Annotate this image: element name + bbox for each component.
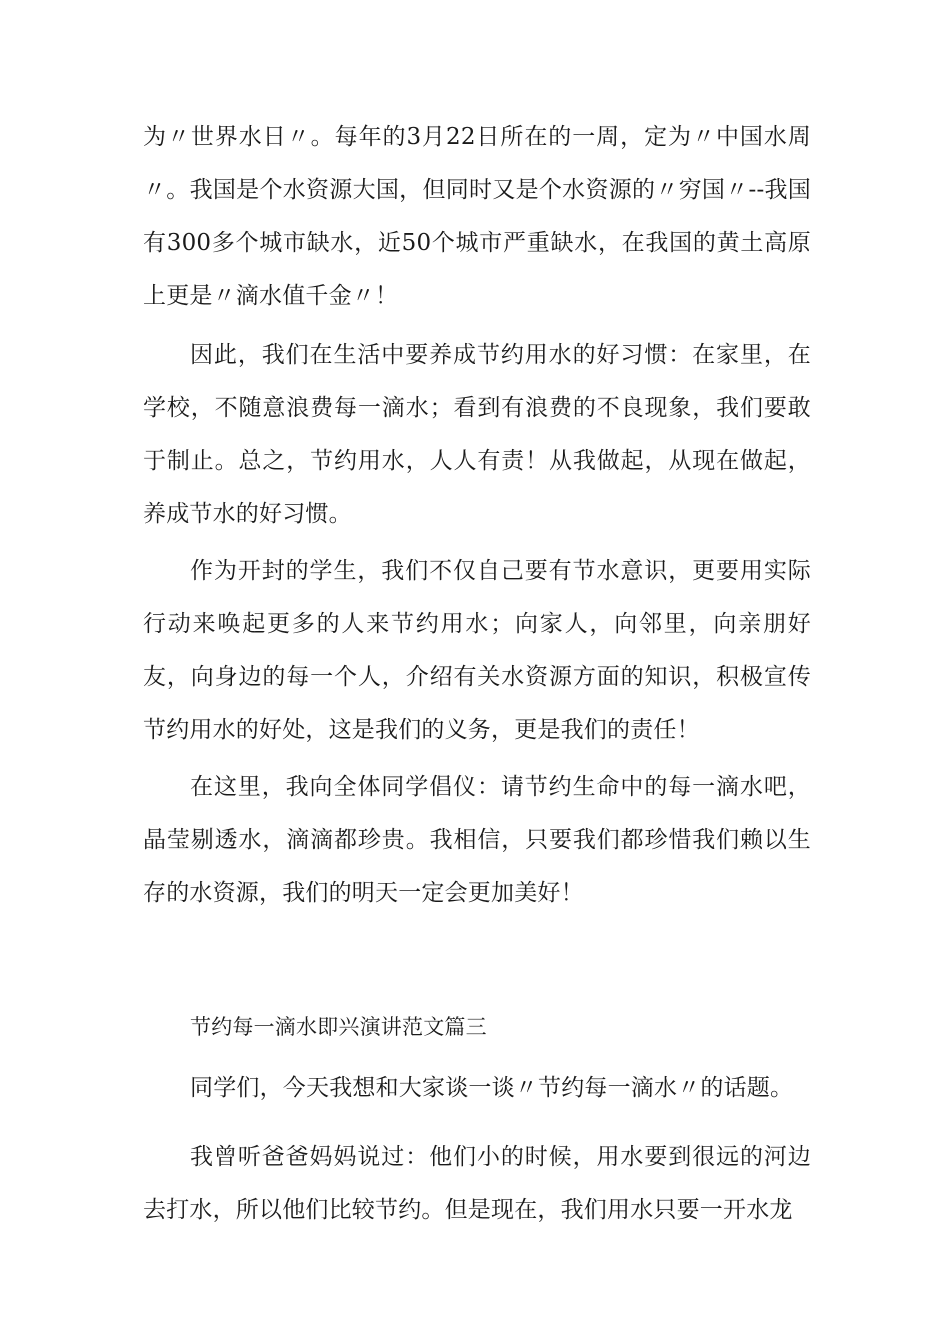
paragraph-saving-habits: 因此，我们在生活中要养成节约用水的好习惯：在家里，在学校，不随意浪费每一滴水；看到有浪费的不良现象，我们要敢于制止。总之，节约用水，人人有责！从我做起，从现在做起，养成节水的好习惯。 xyxy=(143,342,811,527)
paragraph-parents-story: 我曾听爸爸妈妈说过：他们小的时候，用水要到很远的河边去打水，所以他们比较节约。但是现在，我们用水只要一开水龙 xyxy=(143,1144,811,1223)
section-heading: 节约每一滴水即兴演讲范文篇三 xyxy=(190,1015,487,1039)
paragraph-world-water-day: 为〃世界水日〃。每年的3月22日所在的一周，定为〃中国水周〃。我国是个水资源大国，但同时又是个水资源的〃穷国〃--我国有300多个城市缺水，近50个城市严重缺水，在我国的黄土高原上更是〃滴水值千金〃！ xyxy=(143,124,811,309)
paragraph-speech-opening: 同学们，今天我想和大家谈一谈〃节约每一滴水〃的话题。 xyxy=(190,1075,794,1101)
paragraph-proposal: 在这里，我向全体同学倡仪：请节约生命中的每一滴水吧，晶莹剔透水，滴滴都珍贵。我相信，只要我们都珍惜我们赖以生存的水资源，我们的明天一定会更加美好！ xyxy=(143,774,811,906)
paragraph-student-action: 作为开封的学生，我们不仅自己要有节水意识，更要用实际行动来唤起更多的人来节约用水；向家人，向邻里，向亲朋好友，向身边的每一个人，介绍有关水资源方面的知识，积极宣传节约用水的好处，这是我们的义务，更是我们的责任！ xyxy=(143,558,811,743)
